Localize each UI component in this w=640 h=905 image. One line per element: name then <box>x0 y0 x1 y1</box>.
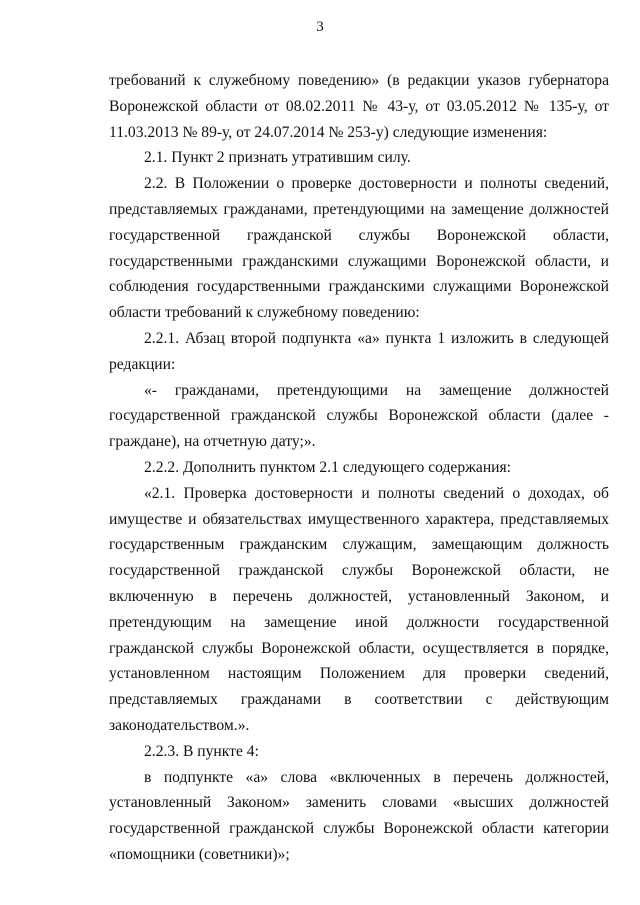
paragraph-quote-2-1: «2.1. Проверка достоверности и полноты сведений о доходах, об имуществе и обязательствах имущественного характера, представляемых государственным гражданским служащим, замещающим должность государственной гражданской службы Воронежской области, не включенную в перечень должностей, установленный Законом, и претендующим на замещение иной должности государственной гражданской службы Воронежской области, осуществляется в порядке, установленном настоящим Положением для проверки сведений, представляемых гражданами в соответствии с действующим законодательством.». <box>109 484 609 734</box>
paragraph-2-1: 2.1. Пункт 2 признать утратившим силу. <box>144 149 411 167</box>
paragraph-quote-citizens: «- гражданами, претендующими на замещение должностей государственной гражданской службы Воронежской области (далее - граждане), на отчетную дату;». <box>109 381 609 451</box>
paragraph-2-2-2: 2.2.2. Дополнить пунктом 2.1 следующего содержания: <box>144 458 512 476</box>
paragraph-subpoint-a: в подпункте «а» слова «включенных в перечень должностей, установленный Законом» заменить словами «высших должностей государственной гражданской службы Воронежской области категории «помощники (советники)»; <box>109 768 609 863</box>
document-body <box>109 68 609 868</box>
page-number: 3 <box>316 19 324 35</box>
paragraph-2-2: 2.2. В Положении о проверке достоверности и полноты сведений, представляемых гражданами, претендующими на замещение должностей государственной гражданской службы Воронежской области, государственными гражданскими служащими Воронежской области, и соблюдения государственными гражданскими служащими Воронежской области требований к служебному поведению: <box>109 175 609 322</box>
paragraph-2-2-1: 2.2.1. Абзац второй подпункта «а» пункта 1 изложить в следующей редакции: <box>109 329 609 373</box>
paragraph-intro: требований к служебному поведению» (в редакции указов губернатора Воронежской области от 08.02.2011 № 43-у, от 03.05.2012 № 135-у, от 11.03.2013 № 89-у, от 24.07.2014 № 253-у) следующие изменения: <box>109 72 609 141</box>
paragraph-2-2-3: 2.2.3. В пункте 4: <box>144 742 259 760</box>
